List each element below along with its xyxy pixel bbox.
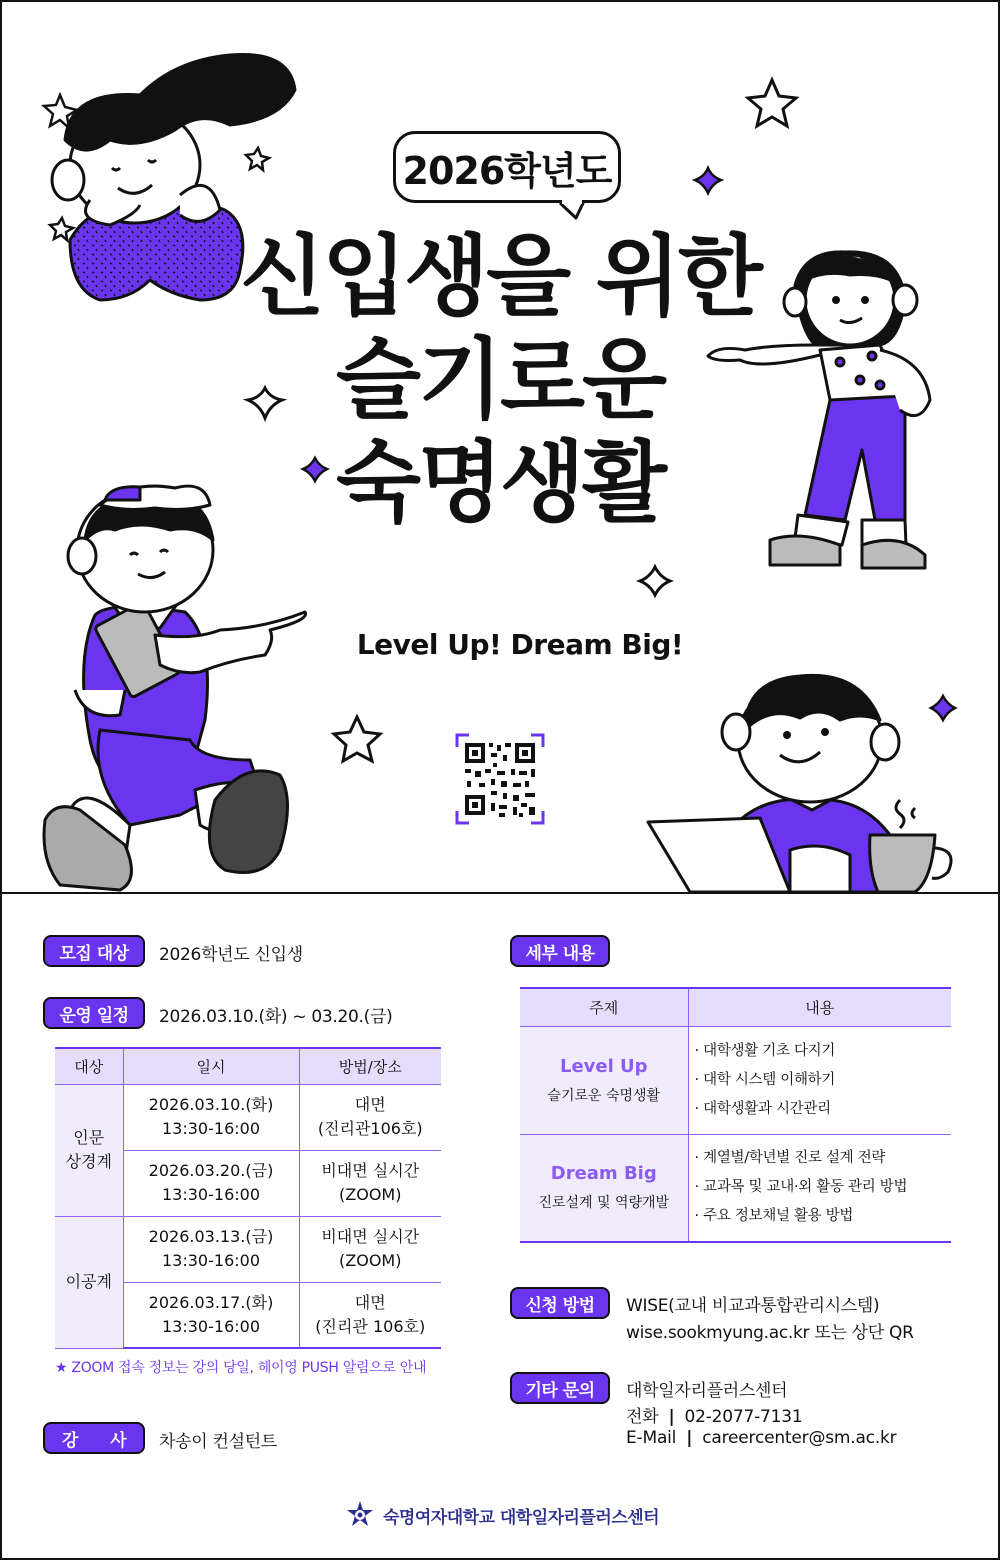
table-row [55, 1216, 441, 1282]
headline-line-1: 신입생을 위한 [240, 225, 760, 328]
target-label: 모집 대상 [43, 935, 145, 967]
headline-line-3: 숙명생활 [335, 431, 665, 534]
headline-line-2: 슬기로운 [335, 328, 665, 431]
period-value: 2026.03.10.(화) ~ 03.20.(금) [159, 1007, 393, 1027]
instructor-value: 차송이 컨설턴트 [159, 1432, 277, 1452]
email-value[interactable]: careercenter@sm.ac.kr [702, 1428, 897, 1448]
schedule-table [55, 1047, 441, 1349]
details-header-topic: 주제 [520, 988, 688, 1026]
inquiry-label: 기타 문의 [510, 1372, 610, 1404]
list-item: · 교과목 및 교내·외 활동 관리 방법 [694, 1179, 908, 1196]
instructor-label: 강 사 [43, 1422, 145, 1454]
topic-title: Level Up [559, 1055, 648, 1077]
schedule-place: (ZOOM) [339, 1251, 402, 1270]
details-table [520, 987, 951, 1243]
section-divider [0, 892, 1000, 894]
separator: | [686, 1428, 693, 1448]
schedule-place: (진리관 106호) [315, 1316, 426, 1336]
schedule-method [299, 1084, 441, 1150]
apply-line-1: WISE(교내 비교과통합관리시스템) [626, 1296, 880, 1316]
year-badge: 2026학년도 [393, 131, 621, 203]
schedule-datetime [123, 1150, 299, 1216]
schedule-date: 2026.03.10.(화) [148, 1095, 274, 1114]
schedule-place: (진리관106호) [317, 1119, 423, 1138]
zoom-note: ★ ZOOM 접속 정보는 강의 당일, 헤이영 PUSH 알림으로 안내 [55, 1360, 427, 1376]
topic-items [688, 1134, 951, 1242]
schedule-method-type: 대면 [354, 1095, 386, 1114]
target-value: 2026학년도 신입생 [159, 945, 303, 965]
schedule-header-method: 방법/장소 [299, 1048, 441, 1084]
schedule-header-row [55, 1048, 441, 1084]
character-boy-laptop [648, 675, 951, 892]
schedule-method-type: 비대면 실시간 [321, 1227, 420, 1246]
table-row [520, 1026, 951, 1134]
schedule-method [299, 1216, 441, 1282]
slogan: Level Up! Dream Big! [356, 628, 684, 661]
schedule-method-type: 비대면 실시간 [321, 1161, 420, 1180]
topic-subtitle: 진로설계 및 역량개발 [538, 1195, 670, 1212]
qr-code[interactable] [455, 733, 545, 825]
topic-cell [520, 1134, 688, 1242]
footer [345, 1498, 665, 1532]
apply-label: 신청 방법 [510, 1287, 610, 1319]
topic-subtitle: 슬기로운 숙명생활 [547, 1087, 661, 1104]
schedule-time: 13:30-16:00 [162, 1251, 260, 1270]
inquiry-org: 대학일자리플러스센터 [626, 1381, 788, 1401]
footer-org-name: 숙명여자대학교 대학일자리플러스센터 [383, 1507, 660, 1528]
table-row [520, 1134, 951, 1242]
list-item: · 대학생활과 시간관리 [694, 1100, 831, 1117]
separator: | [668, 1407, 675, 1427]
details-header-content: 내용 [688, 988, 951, 1026]
schedule-method-type: 대면 [354, 1292, 386, 1312]
details-header-row [520, 988, 951, 1026]
schedule-datetime [123, 1216, 299, 1282]
schedule-datetime [123, 1084, 299, 1150]
topic-cell [520, 1026, 688, 1134]
schedule-datetime [123, 1282, 299, 1348]
schedule-method [299, 1282, 441, 1348]
schedule-date: 2026.03.20.(금) [148, 1161, 274, 1180]
apply-link[interactable]: wise.sookmyung.ac.kr 또는 상단 QR [626, 1323, 914, 1343]
period-label: 운영 일정 [43, 997, 145, 1029]
topic-title: Dream Big [550, 1163, 657, 1185]
schedule-date: 2026.03.17.(화) [148, 1292, 274, 1312]
qr-code-icon [455, 733, 545, 825]
schedule-method [299, 1150, 441, 1216]
schedule-date: 2026.03.13.(금) [148, 1227, 274, 1246]
list-item: · 대학 시스템 이해하기 [694, 1071, 836, 1088]
university-emblem-icon [345, 1500, 375, 1530]
phone-value[interactable]: 02-2077-7131 [684, 1407, 803, 1427]
list-item: · 대학생활 기초 다지기 [694, 1042, 836, 1059]
table-row [55, 1084, 441, 1150]
email-label: E-Mail [626, 1428, 677, 1448]
schedule-time: 13:30-16:00 [162, 1185, 260, 1204]
list-item: · 계열별/학년별 진로 설계 전략 [694, 1150, 886, 1167]
schedule-place: (ZOOM) [339, 1185, 402, 1204]
list-item: · 주요 정보채널 활용 방법 [694, 1208, 854, 1225]
details-label: 세부 내용 [510, 935, 610, 967]
character-boy-walking [44, 486, 306, 890]
inquiry-phone-line [626, 1402, 803, 1427]
phone-label: 전화 [626, 1407, 659, 1427]
inquiry-email-line [626, 1428, 896, 1448]
schedule-time: 13:30-16:00 [162, 1316, 260, 1336]
schedule-time: 13:30-16:00 [162, 1119, 260, 1138]
schedule-header-target: 대상 [55, 1048, 123, 1084]
schedule-group-science: 이공계 [55, 1216, 123, 1348]
topic-items [688, 1026, 951, 1134]
schedule-group-humanities: 인문 상경계 [55, 1084, 123, 1216]
schedule-header-datetime: 일시 [123, 1048, 299, 1084]
